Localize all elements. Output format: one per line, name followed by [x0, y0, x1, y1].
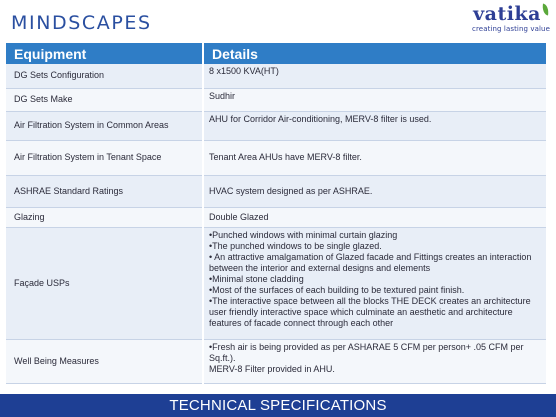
table-row — [6, 175, 546, 207]
detail-line: • An attractive amalgamation of Glazed facade and Fittings creates an interaction between the interior and external designs and elements — [209, 251, 532, 273]
detail-line: 8 x1500 KVA(HT) — [209, 66, 279, 76]
equipment-cell: Air Filtration System in Tenant Space — [6, 140, 203, 175]
column-header-details: Details — [203, 43, 546, 64]
table-row — [6, 339, 546, 383]
equipment-cell: DG Sets Make — [6, 88, 203, 111]
detail-line: Tenant Area AHUs have MERV-8 filter. — [209, 152, 362, 162]
table-row — [6, 88, 546, 111]
slide-header — [0, 0, 556, 44]
details-cell — [203, 339, 546, 383]
detail-line: •Punched windows with minimal curtain glazing — [209, 229, 398, 240]
detail-line: HVAC system designed as per ASHRAE. — [209, 185, 373, 196]
table-row — [6, 64, 546, 88]
detail-line: AHU for Corridor Air-conditioning, MERV-8 filter is used. — [209, 113, 432, 124]
vatika-wordmark — [472, 4, 550, 24]
detail-line: •Fresh air is being provided as per ASHARAE 5 CFM per person+ .05 CFM per Sq.ft.). — [209, 341, 524, 363]
equipment-cell: Glazing — [6, 207, 203, 227]
equipment-cell: Façade USPs — [6, 227, 203, 339]
equipment-cell: Well Being Measures — [6, 339, 203, 383]
details-cell — [203, 207, 546, 227]
mindscapes-logo: MINDSCAPES — [11, 12, 152, 34]
column-header-equipment: Equipment — [6, 43, 203, 64]
specifications-table — [6, 43, 546, 384]
details-cell — [203, 64, 546, 88]
detail-line: Double Glazed — [209, 211, 269, 222]
details-cell — [203, 175, 546, 207]
details-cell — [203, 140, 546, 175]
table-row — [6, 140, 546, 175]
vatika-tagline: creating lasting value — [472, 25, 550, 33]
equipment-cell: Air Filtration System in Common Areas — [6, 111, 203, 140]
vatika-logo — [472, 4, 550, 33]
table-row — [6, 207, 546, 227]
detail-line: •The punched windows to be single glazed. — [209, 240, 382, 251]
details-cell — [203, 88, 546, 111]
equipment-cell: DG Sets Configuration — [6, 64, 203, 88]
table-row — [6, 111, 546, 140]
table-row — [6, 227, 546, 339]
table-header-row — [6, 43, 546, 64]
vatika-logo-text: vatika — [473, 3, 541, 25]
slide-title-banner: TECHNICAL SPECIFICATIONS — [0, 394, 556, 417]
detail-line: MERV-8 Filter provided in AHU. — [209, 363, 335, 374]
detail-line: •Minimal stone cladding — [209, 273, 304, 284]
details-cell — [203, 111, 546, 140]
detail-line: •The interactive space between all the blocks THE DECK creates an architecture user friendly interactive space which culminate an aesthetic and architecture features of facade connect through each other — [209, 295, 531, 328]
detail-line: Sudhir — [209, 90, 236, 101]
leaf-icon — [541, 3, 550, 15]
details-cell — [203, 227, 546, 339]
equipment-cell: ASHRAE Standard Ratings — [6, 175, 203, 207]
detail-line: •Most of the surfaces of each building to be textured paint finish. — [209, 284, 465, 295]
